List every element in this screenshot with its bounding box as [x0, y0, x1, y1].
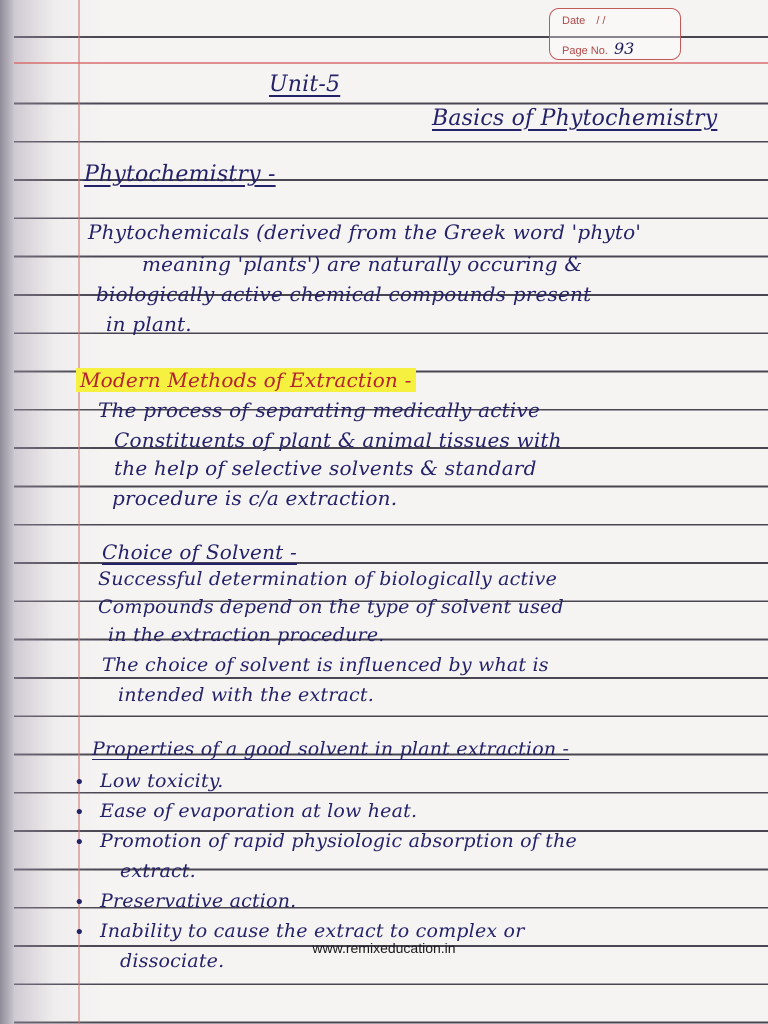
text-line: meaning 'plants') are naturally occuring & — [142, 252, 583, 276]
date-label: Date — [562, 15, 586, 27]
text-line: Phytochemicals (derived from the Greek word 'phyto' — [88, 220, 642, 244]
text-line: in the extraction procedure. — [108, 624, 385, 646]
text-line: intended with the extract. — [118, 684, 374, 706]
bullet-icon: • — [74, 802, 85, 823]
page-row — [562, 39, 634, 58]
text-line: biologically active chemical compounds present — [96, 282, 592, 306]
list-item-continued: dissociate. — [120, 950, 225, 972]
list-item: Low toxicity. — [100, 770, 224, 792]
list-item: Inability to cause the extract to complex or — [100, 920, 525, 942]
bullet-icon: • — [74, 832, 85, 853]
unit-title: Unit-5 — [269, 72, 341, 97]
watermark: www.remixeducation.in — [312, 940, 456, 956]
list-item: Preservative action. — [100, 890, 297, 912]
list-item: Ease of evaporation at low heat. — [100, 800, 418, 822]
solvent-heading: Choice of Solvent - — [102, 540, 297, 564]
date-page-box — [549, 8, 681, 60]
date-value: / / — [596, 15, 606, 27]
date-row — [562, 15, 605, 27]
top-margin-line — [14, 62, 768, 64]
notebook-page — [14, 0, 768, 1024]
extraction-heading — [76, 368, 416, 392]
page-number: 93 — [613, 39, 635, 58]
unit-subtitle: Basics of Phytochemistry — [432, 106, 718, 131]
notebook-binding — [0, 0, 14, 1024]
text-line: Constituents of plant & animal tissues with — [114, 428, 562, 452]
page-label: Page No. — [562, 45, 608, 57]
text-line: Compounds depend on the type of solvent used — [98, 596, 564, 618]
text-line: the help of selective solvents & standard — [114, 456, 537, 480]
bullet-icon: • — [74, 892, 85, 913]
bullet-icon: • — [74, 772, 85, 793]
text-line: procedure is c/a extraction. — [112, 486, 398, 510]
text-line: The process of separating medically active — [98, 398, 540, 422]
text-line: in plant. — [106, 312, 192, 336]
list-item-continued: extract. — [120, 860, 196, 882]
properties-heading: Properties of a good solvent in plant extraction - — [92, 738, 570, 760]
list-item: Promotion of rapid physiologic absorption of the — [100, 830, 577, 852]
extraction-heading-text: Modern Methods of Extraction - — [76, 368, 416, 392]
text-line: The choice of solvent is influenced by what is — [102, 654, 549, 676]
bullet-icon: • — [74, 922, 85, 943]
phytochemistry-heading: Phytochemistry - — [84, 162, 276, 187]
margin-line — [78, 0, 80, 1024]
text-line: Successful determination of biologically active — [98, 568, 558, 590]
